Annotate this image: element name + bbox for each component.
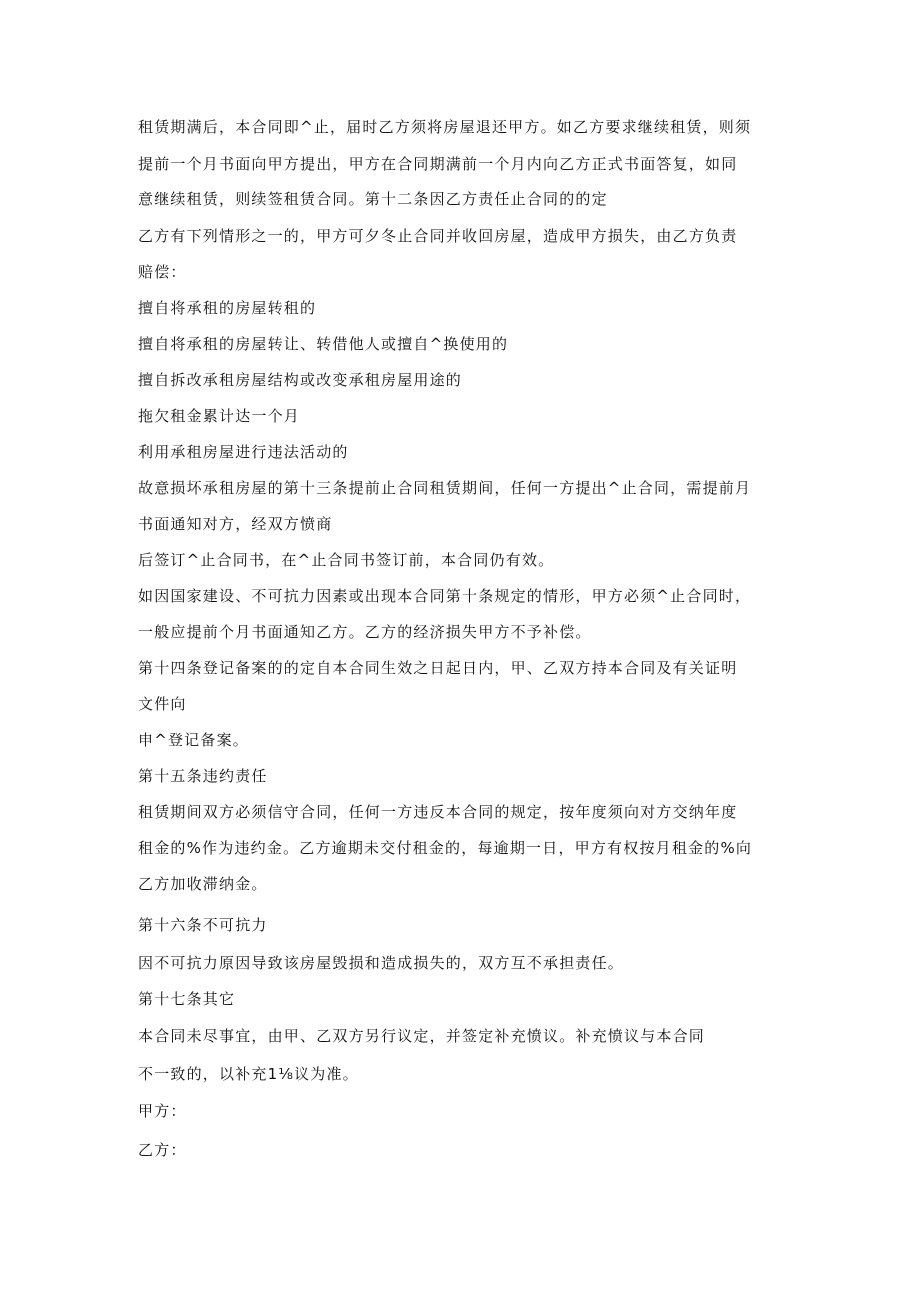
text-line: 租赁期满后，本合同即^止，届时乙方须将房屋退还甲方。如乙方要求继续租赁，则须 xyxy=(138,118,752,136)
text-line: 书面通知对方，经双方愤商 xyxy=(138,515,333,533)
text-line: 乙方有下列情形之一的，甲方可夕冬止合同并收回房屋，造成甲方损失，由乙方负责 xyxy=(138,227,738,245)
text-line: 赔偿： xyxy=(138,263,187,281)
text-line: 第十五条违约责任 xyxy=(138,767,268,785)
text-line: 乙方加收滞纳金。 xyxy=(138,875,268,893)
text-line: 因不可抗力原因导致该房屋毁损和造成损失的，双方互不承担责任。 xyxy=(138,954,625,972)
text-line: 意继续租赁，则续签租赁合同。第十二条因乙方责任止合同的的定 xyxy=(138,190,608,208)
text-line: 擅自将承租的房屋转租的 xyxy=(138,299,317,317)
text-line: 租金的%作为违约金。乙方逾期未交付租金的，每逾期一日，甲方有权按月租金的%向 xyxy=(138,839,753,857)
text-line: 提前一个月书面向甲方提出，甲方在合同期满前一个月内向乙方正式书面答复，如同 xyxy=(138,155,738,173)
text-line: 租赁期间双方必须信守合同，任何一方违反本合同的规定，按年度须向对方交纳年度 xyxy=(138,803,738,821)
text-line: 后签订^止合同书，在^止合同书签订前，本合同仍有效。 xyxy=(138,551,555,569)
text-line: 文件向 xyxy=(138,695,187,713)
text-line: 乙方： xyxy=(138,1141,187,1159)
text-line: 第十四条登记备案的的定自本合同生效之日起日内，甲、乙双方持本合同及有关证明 xyxy=(138,659,738,677)
text-line: 故意损坏承租房屋的第十三条提前止合同租赁期间，任何一方提出^止合同，需提前月 xyxy=(138,479,752,497)
text-line: 一般应提前个月书面通知乙方。乙方的经济损失甲方不予补偿。 xyxy=(138,623,592,641)
text-line: 利用承租房屋进行违法活动的 xyxy=(138,443,349,461)
text-line: 本合同未尽事宜，由甲、乙双方另行议定，并签定补充愤议。补充愤议与本合同 xyxy=(138,1027,706,1045)
text-line: 拖欠租金累计达一个月 xyxy=(138,407,301,425)
text-line: 如因国家建设、不可抗力因素或出现本合同第十条规定的情形，甲方必须^止合同时， xyxy=(138,587,752,605)
text-line: 不一致的，以补充1⅛议为准。 xyxy=(138,1065,359,1083)
text-line: 擅自拆改承租房屋结构或改变承租房屋用途的 xyxy=(138,371,463,389)
text-line: 甲方： xyxy=(138,1102,187,1120)
text-line: 擅自将承租的房屋转让、转借他人或擅自^换使用的 xyxy=(138,335,509,353)
text-line: 申^登记备案。 xyxy=(138,731,249,749)
text-line: 第十六条不可抗力 xyxy=(138,916,268,934)
text-line: 第十七条其它 xyxy=(138,990,236,1008)
